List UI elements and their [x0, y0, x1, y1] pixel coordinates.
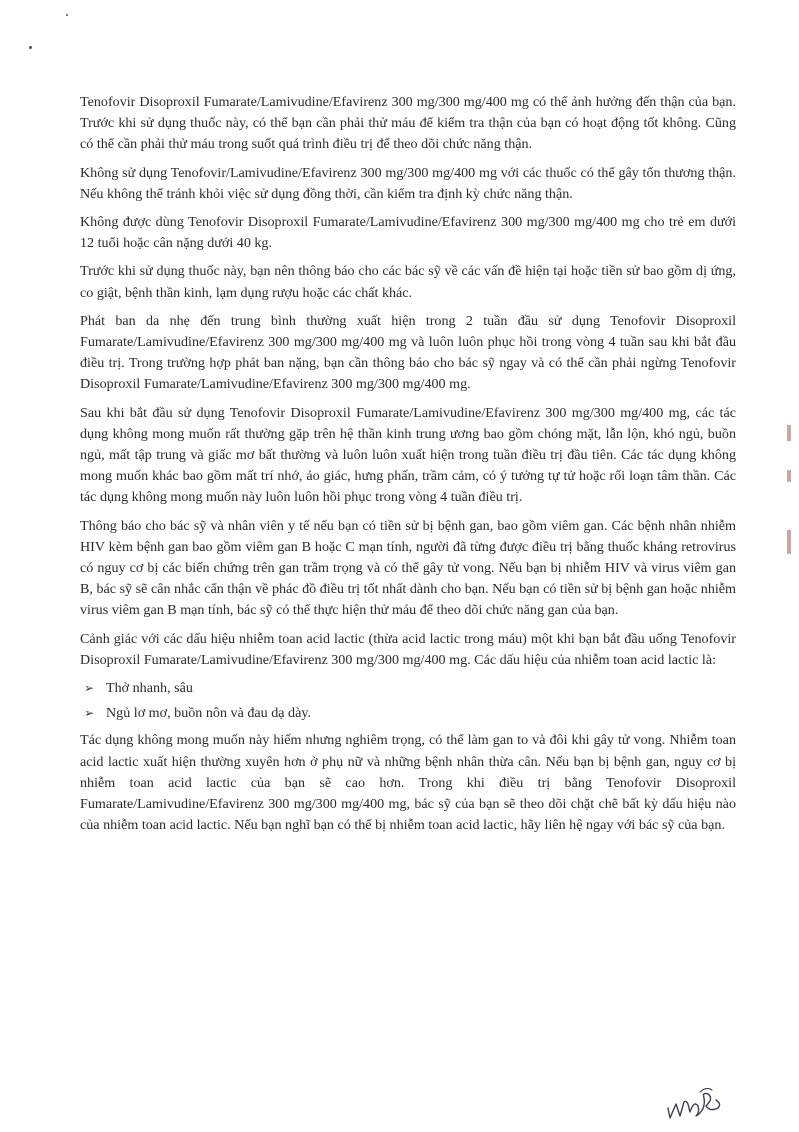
symptom-list — [80, 678, 736, 724]
paragraph-lactic-acidosis: Cảnh giác với các dấu hiệu nhiễm toan acid lactic (thừa acid lactic trong máu) một khi bạn bắt đầu uống Tenofovir Disoproxil Fumarate/Lamivudine/Efavirenz 300 mg/300 mg/400 mg. Các dấu hiệu của nhiễm toan acid lactic là: — [80, 630, 736, 668]
edge-stain — [787, 530, 791, 554]
list-item — [80, 703, 736, 724]
paragraph-kidney-effects: Tenofovir Disoproxil Fumarate/Lamivudine/Efavirenz 300 mg/300 mg/400 mg có thể ảnh hưởng đến thận của bạn. Trước khi sử dụng thuốc này, có thể bạn cần phải thử máu để kiểm tra thận của bạn có hoạt động tốt không. Cũng có thể cần phải thử máu trong suốt quá trình điều trị để theo dõi chức năng thận. — [80, 94, 736, 153]
list-item — [80, 678, 736, 699]
paragraph-nephrotoxic-drugs: Không sử dụng Tenofovir/Lamivudine/Efavirenz 300 mg/300 mg/400 mg với các thuốc có thể gây tổn thương thận. Nếu không thể tránh khỏi việc sử dụng đồng thời, cần kiểm tra định kỳ chức năng thận. — [80, 164, 736, 202]
scan-speck — [29, 46, 32, 49]
arrow-bullet-icon: ➢ — [84, 681, 95, 696]
paragraph-liver-disease: Thông báo cho bác sỹ và nhân viên y tế nếu bạn có tiền sử bị bệnh gan, bao gồm viêm gan. Các bệnh nhân nhiễm HIV kèm bệnh gan bao gồm viêm gan B hoặc C mạn tính, người đã từng được điều trị bằng thuốc kháng retrovirus có nguy cơ bị các biến chứng trên gan trầm trọng và có thể gây tử vong. Nếu bạn bị nhiễm HIV và virus viêm gan B, bác sỹ sẽ cân nhắc cẩn thận về phác đồ điều trị tốt nhất dành cho bạn. Nếu bạn có tiền sử bị bệnh gan hoặc nhiễm virus viêm gan B mạn tính, bác sỹ có thể thực hiện thử máu để theo dõi chức năng gan của bạn. — [80, 517, 736, 619]
paragraph-closing-warning: Tác dụng không mong muốn này hiếm nhưng nghiêm trọng, có thể làm gan to và đôi khi gây tử vong. Nhiễm toan acid lactic xuất hiện thường xuyên hơn ở phụ nữ và những bệnh nhân thừa cân. Nếu bạn bị bệnh gan, nguy cơ bị nhiễm toan acid lactic của bạn sẽ cao hơn. Trong khi điều trị bằng Tenofovir Disoproxil Fumarate/Lamivudine/Efavirenz 300 mg/300 mg/400 mg, bác sỹ của bạn sẽ theo dõi chặt chẽ bất kỳ dấu hiệu nào của nhiễm toan acid lactic. Nếu bạn nghĩ bạn có thể bị nhiễm toan acid lactic, hãy liên hệ ngay với bác sỹ của bạn. — [80, 732, 736, 834]
paragraph-skin-rash: Phát ban da nhẹ đến trung bình thường xuất hiện trong 2 tuần đầu sử dụng Tenofovir Disoproxil Fumarate/Lamivudine/Efavirenz 300 mg/300 mg/400 mg và luôn luôn phục hồi trong vòng 4 tuần sau khi bắt đầu điều trị. Trong trường hợp phát ban nặng, bạn cần thông báo cho bác sỹ ngay và có thể cần phải ngừng Tenofovir Disoproxil Fumarate/Lamivudine/Efavirenz 300 mg/300 mg/400 mg. — [80, 312, 736, 393]
list-item-text: Thở nhanh, sâu — [106, 680, 193, 697]
paragraph-medical-history: Trước khi sử dụng thuốc này, bạn nên thông báo cho các bác sỹ về các vấn đề hiện tại hoặc tiền sử bao gồm dị ứng, co giật, bệnh thần kinh, lạm dụng rượu hoặc các chất khác. — [80, 263, 736, 301]
edge-stain — [787, 470, 791, 482]
paragraph-children-restriction: Không được dùng Tenofovir Disoproxil Fumarate/Lamivudine/Efavirenz 300 mg/300 mg/400 mg cho trẻ em dưới 12 tuổi hoặc cân nặng dưới 40 kg. — [80, 214, 736, 252]
arrow-bullet-icon: ➢ — [84, 706, 95, 721]
list-item-text: Ngủ lơ mơ, buồn nôn và đau dạ dày. — [106, 705, 312, 722]
paragraph-cns-effects: Sau khi bắt đầu sử dụng Tenofovir Disoproxil Fumarate/Lamivudine/Efavirenz 300 mg/300 mg/400 mg, các tác dụng không mong muốn rất thường gặp trên hệ thần kinh trung ương bao gồm chóng mặt, lẫn lộn, khó ngủ, buồn ngủ, mất tập trung và giấc mơ bất thường và luôn luôn xuất hiện trong tuần điều trị đầu tiên. Các tác dụng không mong muốn khác bao gồm mất trí nhớ, ảo giác, hưng phấn, trầm cảm, có ý tưởng tự tử hoặc rối loạn tâm thần. Các tác dụng không mong muốn này luôn luôn hồi phục trong vòng 4 tuần điều trị. — [80, 404, 736, 506]
document-body — [80, 92, 736, 844]
handwritten-initials — [666, 1082, 730, 1122]
scan-speck — [66, 14, 68, 16]
edge-stain — [787, 425, 791, 441]
